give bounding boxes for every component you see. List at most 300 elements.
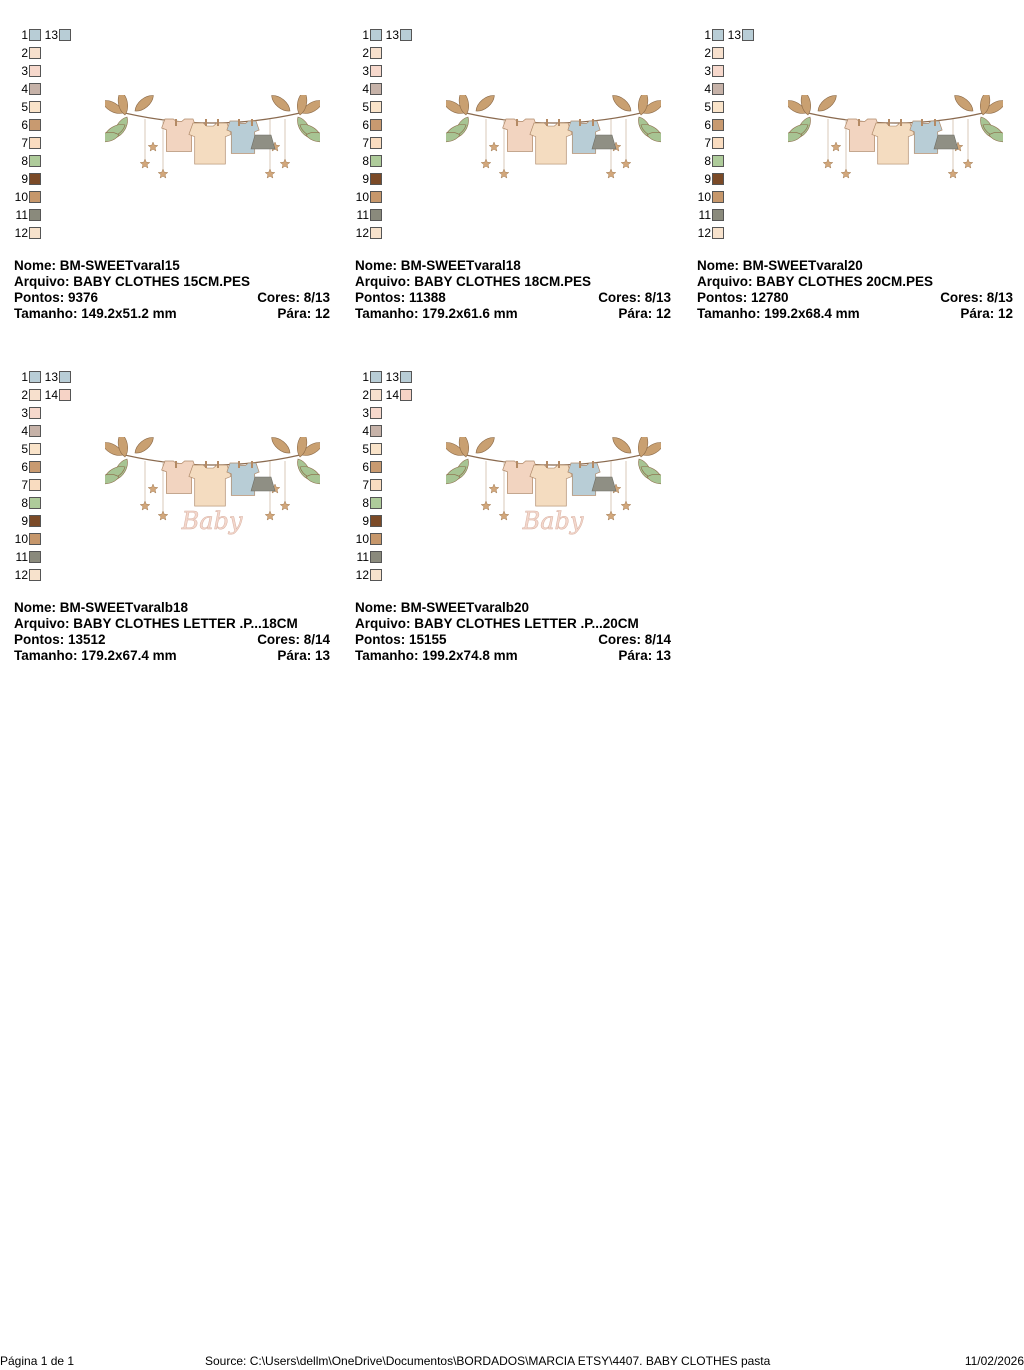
- color-swatch-row: [341, 44, 382, 62]
- color-swatch-row: [341, 134, 382, 152]
- color-swatch-row: [0, 386, 41, 404]
- color-swatch: [712, 173, 724, 185]
- color-swatch: [712, 137, 724, 149]
- stitches-value: 15155: [409, 632, 447, 647]
- color-swatch: [370, 155, 382, 167]
- swatch-number: 5: [21, 100, 28, 114]
- design-info: [355, 258, 671, 322]
- color-swatch: [29, 407, 41, 419]
- design-card: [341, 342, 671, 672]
- colors-value: 8/13: [303, 290, 330, 305]
- color-swatch: [29, 425, 41, 437]
- name-line: [14, 600, 330, 616]
- swatch-number: 7: [704, 136, 711, 150]
- design-info: [14, 258, 330, 322]
- stitches-field: [697, 290, 789, 306]
- stops-field: [960, 306, 1013, 322]
- name-field: [697, 258, 863, 274]
- color-swatch: [29, 389, 41, 401]
- color-swatch-row: [0, 224, 41, 242]
- embroidery-preview: [105, 437, 320, 537]
- colors-label: Cores:: [598, 632, 641, 647]
- color-swatch-row: [0, 206, 41, 224]
- clothespin-icon: [592, 461, 594, 468]
- color-swatch: [29, 479, 41, 491]
- color-swatch: [29, 227, 41, 239]
- file-line: [14, 616, 330, 632]
- stops-label: Pára:: [960, 306, 995, 321]
- color-swatch-row: [0, 512, 41, 530]
- clothespin-icon: [516, 461, 518, 468]
- color-swatch-row: [0, 116, 41, 134]
- color-swatch: [712, 119, 724, 131]
- stitches-line: [355, 632, 671, 648]
- size-field: [14, 648, 177, 664]
- color-swatch: [29, 371, 41, 383]
- color-swatch: [370, 479, 382, 491]
- file-field: [355, 616, 639, 632]
- size-value: 199.2x68.4 mm: [764, 306, 860, 321]
- stitches-value: 12780: [751, 290, 789, 305]
- name-line: [697, 258, 1013, 274]
- color-swatch-row: [0, 62, 41, 80]
- color-swatch-row: [0, 80, 41, 98]
- clothesline-rope: [125, 113, 300, 123]
- file-field: [14, 274, 250, 290]
- swatch-number: 4: [704, 82, 711, 96]
- color-swatch-row: [0, 368, 41, 386]
- leaf-icon: [610, 437, 634, 456]
- color-swatch-row: [0, 530, 41, 548]
- color-swatch: [29, 119, 41, 131]
- star-icon: [841, 169, 851, 178]
- color-swatch-row: [42, 368, 71, 386]
- swatch-number: 6: [362, 460, 369, 474]
- swatch-number: 2: [21, 388, 28, 402]
- swatch-number: 8: [362, 154, 369, 168]
- color-swatch: [59, 389, 71, 401]
- color-swatch: [29, 533, 41, 545]
- color-swatch-row: [683, 98, 724, 116]
- size-label: Tamanho:: [355, 306, 419, 321]
- stitches-value: 11388: [409, 290, 446, 305]
- clothesline-rope: [808, 113, 983, 123]
- color-swatch: [29, 65, 41, 77]
- name-field: [14, 258, 180, 274]
- swatch-number: 4: [362, 424, 369, 438]
- swatch-number: 10: [697, 190, 711, 204]
- color-swatch-row: [341, 206, 382, 224]
- swatch-number: 1: [21, 370, 28, 384]
- file-label: Arquivo:: [14, 616, 70, 631]
- clothespin-icon: [205, 119, 207, 126]
- size-line: [355, 306, 671, 322]
- name-value: BM-SWEETvaral18: [400, 258, 521, 273]
- swatch-number: 13: [44, 370, 58, 384]
- embroidery-preview: [446, 437, 661, 537]
- shirt-icon: [530, 465, 572, 506]
- color-swatch-row: [341, 116, 382, 134]
- color-swatch-row: [683, 188, 724, 206]
- clothesline-rope: [466, 113, 641, 123]
- color-swatch-row: [0, 98, 41, 116]
- colors-value: 8/14: [644, 632, 671, 647]
- stops-label: Pára:: [618, 306, 653, 321]
- color-swatch: [370, 407, 382, 419]
- swatch-number: 12: [355, 226, 369, 240]
- colors-field: [257, 290, 330, 306]
- color-swatch: [29, 155, 41, 167]
- color-swatch-row: [683, 206, 724, 224]
- color-swatch-row: [42, 386, 71, 404]
- leaf-icon: [610, 95, 634, 114]
- color-swatch: [712, 191, 724, 203]
- color-swatch: [29, 551, 41, 563]
- stitches-label: Pontos:: [697, 290, 748, 305]
- color-swatch-row: [341, 548, 382, 566]
- swatch-number: 13: [385, 28, 399, 42]
- embroidery-preview: [105, 95, 320, 195]
- name-line: [14, 258, 330, 274]
- clothespin-icon: [516, 119, 518, 126]
- size-value: 179.2x61.6 mm: [422, 306, 518, 321]
- clothespin-icon: [934, 119, 936, 126]
- color-swatch-row: [0, 440, 41, 458]
- size-field: [697, 306, 860, 322]
- clothespin-icon: [592, 119, 594, 126]
- star-icon: [621, 501, 631, 510]
- color-swatch: [29, 47, 41, 59]
- size-field: [355, 648, 518, 664]
- shirt-icon: [872, 123, 914, 164]
- star-icon: [948, 169, 958, 178]
- star-icon: [280, 501, 290, 510]
- leaf-icon: [132, 95, 156, 114]
- name-value: BM-SWEETvaralb18: [59, 600, 189, 615]
- stops-field: [277, 648, 330, 664]
- swatch-number: 14: [44, 388, 58, 402]
- colors-label: Cores:: [257, 632, 300, 647]
- color-swatch-row: [0, 548, 41, 566]
- color-swatch-row: [341, 494, 382, 512]
- swatch-number: 1: [704, 28, 711, 42]
- file-value: BABY CLOTHES LETTER .P...20CM: [414, 616, 639, 631]
- color-swatch: [370, 497, 382, 509]
- color-swatch-row: [0, 188, 41, 206]
- swatch-number: 5: [362, 100, 369, 114]
- size-value: 149.2x51.2 mm: [81, 306, 177, 321]
- clothespin-icon: [546, 461, 548, 468]
- color-swatch: [712, 155, 724, 167]
- color-swatch-row: [0, 494, 41, 512]
- colors-value: 8/13: [986, 290, 1013, 305]
- size-field: [14, 306, 177, 322]
- stops-field: [277, 306, 330, 322]
- swatch-number: 3: [362, 406, 369, 420]
- swatch-number: 6: [21, 460, 28, 474]
- color-swatch: [370, 533, 382, 545]
- color-swatch-row: [383, 26, 412, 44]
- swatch-number: 3: [21, 406, 28, 420]
- star-icon: [489, 142, 499, 151]
- color-swatch-row: [341, 368, 382, 386]
- color-swatch-row: [683, 26, 724, 44]
- color-swatch: [712, 209, 724, 221]
- color-swatch-row: [0, 44, 41, 62]
- swatch-number: 8: [362, 496, 369, 510]
- swatch-number: 14: [385, 388, 399, 402]
- name-label: Nome:: [14, 258, 57, 273]
- color-swatch-row: [0, 134, 41, 152]
- stitches-field: [355, 290, 446, 306]
- clothespin-icon: [921, 119, 923, 126]
- star-icon: [265, 169, 275, 178]
- colors-label: Cores:: [940, 290, 983, 305]
- swatch-number: 3: [362, 64, 369, 78]
- stops-field: [618, 648, 671, 664]
- color-swatch-row: [683, 80, 724, 98]
- swatch-number: 8: [21, 154, 28, 168]
- colors-value: 8/13: [644, 290, 671, 305]
- name-label: Nome:: [355, 258, 398, 273]
- file-line: [355, 616, 671, 632]
- colors-label: Cores:: [257, 290, 300, 305]
- design-info: [355, 600, 671, 664]
- design-card: [341, 0, 671, 330]
- swatch-number: 7: [362, 478, 369, 492]
- swatch-number: 1: [362, 370, 369, 384]
- star-icon: [148, 484, 158, 493]
- size-value: 179.2x67.4 mm: [81, 648, 177, 663]
- star-icon: [481, 159, 491, 168]
- name-value: BM-SWEETvaralb20: [400, 600, 530, 615]
- name-line: [355, 258, 671, 274]
- size-field: [355, 306, 518, 322]
- stitches-label: Pontos:: [355, 632, 406, 647]
- clothespin-icon: [238, 461, 240, 468]
- star-icon: [499, 511, 509, 520]
- color-swatch: [370, 137, 382, 149]
- clothespin-icon: [175, 119, 177, 126]
- color-swatch: [29, 83, 41, 95]
- color-swatch: [29, 443, 41, 455]
- pants-icon: [251, 135, 275, 149]
- pants-icon: [592, 135, 616, 149]
- color-swatch: [370, 83, 382, 95]
- swatch-number: 10: [14, 532, 28, 546]
- swatch-number: 12: [355, 568, 369, 582]
- color-swatch-row: [0, 422, 41, 440]
- color-swatch-row: [383, 368, 412, 386]
- file-label: Arquivo:: [355, 274, 411, 289]
- name-label: Nome:: [355, 600, 398, 615]
- color-swatch-row: [683, 62, 724, 80]
- swatch-number: 9: [21, 514, 28, 528]
- color-swatch: [59, 371, 71, 383]
- colors-field: [940, 290, 1013, 306]
- clothesline-rope: [466, 455, 641, 465]
- star-icon: [265, 511, 275, 520]
- swatch-number: 6: [21, 118, 28, 132]
- stitches-value: 9376: [68, 290, 99, 305]
- color-swatch: [370, 101, 382, 113]
- name-label: Nome:: [697, 258, 740, 273]
- color-swatch-row: [341, 62, 382, 80]
- swatch-number: 8: [704, 154, 711, 168]
- stops-value: 12: [997, 306, 1013, 321]
- clothespin-icon: [888, 119, 890, 126]
- color-swatch: [712, 29, 724, 41]
- stitches-label: Pontos:: [14, 632, 65, 647]
- clothespin-icon: [238, 119, 240, 126]
- file-value: BABY CLOTHES 20CM.PES: [756, 274, 934, 289]
- swatch-number: 13: [385, 370, 399, 384]
- swatch-number: 13: [44, 28, 58, 42]
- file-line: [14, 274, 330, 290]
- stops-value: 13: [314, 648, 330, 663]
- stops-label: Pára:: [618, 648, 653, 663]
- color-swatch-row: [0, 26, 41, 44]
- swatch-number: 10: [14, 190, 28, 204]
- color-swatch: [370, 443, 382, 455]
- swatch-number: 4: [21, 424, 28, 438]
- color-swatch: [29, 191, 41, 203]
- color-swatch-row: [341, 386, 382, 404]
- star-icon: [499, 169, 509, 178]
- size-label: Tamanho:: [355, 648, 419, 663]
- stitches-line: [14, 290, 330, 306]
- size-label: Tamanho:: [14, 306, 78, 321]
- color-swatch-row: [0, 170, 41, 188]
- color-swatch: [370, 371, 382, 383]
- color-swatch-row: [341, 98, 382, 116]
- name-field: [14, 600, 188, 616]
- color-swatch-row: [683, 44, 724, 62]
- color-swatch: [370, 29, 382, 41]
- clothespin-icon: [858, 119, 860, 126]
- color-swatch: [29, 515, 41, 527]
- color-swatch-row: [0, 458, 41, 476]
- color-swatch: [29, 497, 41, 509]
- color-swatch-row: [0, 476, 41, 494]
- stitches-value: 13512: [68, 632, 106, 647]
- design-info: [697, 258, 1013, 322]
- stitches-label: Pontos:: [14, 290, 65, 305]
- stitches-line: [697, 290, 1013, 306]
- swatch-number: 5: [704, 100, 711, 114]
- color-swatch-row: [341, 404, 382, 422]
- color-swatch-row: [683, 224, 724, 242]
- pants-icon: [934, 135, 958, 149]
- color-swatch-row: [725, 26, 754, 44]
- color-swatch: [400, 389, 412, 401]
- stitches-field: [14, 290, 98, 306]
- clothespin-icon: [900, 119, 902, 126]
- color-swatch-row: [0, 152, 41, 170]
- stitches-line: [14, 632, 330, 648]
- star-icon: [489, 484, 499, 493]
- design-card: [683, 0, 1013, 330]
- swatch-number: 11: [15, 208, 28, 222]
- star-icon: [140, 501, 150, 510]
- swatch-number: 9: [362, 172, 369, 186]
- swatch-number: 9: [362, 514, 369, 528]
- swatch-number: 6: [362, 118, 369, 132]
- stitches-field: [14, 632, 106, 648]
- star-icon: [823, 159, 833, 168]
- color-swatch: [29, 101, 41, 113]
- swatch-number: 10: [355, 190, 369, 204]
- print-date: 11/02/2026: [964, 1354, 1024, 1368]
- color-swatch-row: [341, 188, 382, 206]
- colors-field: [257, 632, 330, 648]
- color-swatch-row: [0, 404, 41, 422]
- color-swatch-row: [341, 530, 382, 548]
- color-swatch: [59, 29, 71, 41]
- source-path: Source: C:\Users\dellm\OneDrive\Documentos\BORDADOS\MARCIA ETSY\4407. BABY CLOTHES pasta: [205, 1354, 771, 1368]
- swatch-number: 10: [355, 532, 369, 546]
- clothespin-icon: [205, 461, 207, 468]
- stops-label: Pára:: [277, 648, 312, 663]
- color-swatch-row: [341, 476, 382, 494]
- color-swatch-row: [341, 512, 382, 530]
- clothespin-icon: [217, 461, 219, 468]
- stops-value: 13: [655, 648, 671, 663]
- shirt-icon: [530, 123, 572, 164]
- color-swatch: [370, 65, 382, 77]
- design-info: [14, 600, 330, 664]
- size-line: [355, 648, 671, 664]
- file-label: Arquivo:: [697, 274, 753, 289]
- size-line: [697, 306, 1013, 322]
- clothespin-icon: [217, 119, 219, 126]
- color-swatch: [370, 551, 382, 563]
- shirt-icon: [189, 123, 231, 164]
- color-swatch: [712, 65, 724, 77]
- color-swatch: [712, 101, 724, 113]
- color-swatch: [400, 29, 412, 41]
- size-line: [14, 648, 330, 664]
- color-swatch: [29, 173, 41, 185]
- leaf-icon: [815, 95, 839, 114]
- leaf-icon: [952, 95, 976, 114]
- swatch-number: 11: [356, 550, 369, 564]
- color-swatch: [370, 173, 382, 185]
- color-swatch-row: [341, 224, 382, 242]
- color-swatch-row: [341, 440, 382, 458]
- file-field: [697, 274, 933, 290]
- clothespin-icon: [579, 461, 581, 468]
- star-icon: [158, 511, 168, 520]
- clothespin-icon: [175, 461, 177, 468]
- swatch-number: 6: [704, 118, 711, 132]
- stops-label: Pára:: [277, 306, 312, 321]
- swatch-number: 3: [21, 64, 28, 78]
- size-value: 199.2x74.8 mm: [422, 648, 518, 663]
- baby-lettering: Baby: [522, 507, 584, 535]
- colors-label: Cores:: [598, 290, 641, 305]
- file-label: Arquivo:: [355, 616, 411, 631]
- size-label: Tamanho:: [697, 306, 761, 321]
- swatch-number: 9: [704, 172, 711, 186]
- swatch-number: 8: [21, 496, 28, 510]
- clothespin-icon: [558, 119, 560, 126]
- star-icon: [831, 142, 841, 151]
- file-value: BABY CLOTHES 15CM.PES: [73, 274, 251, 289]
- color-swatch-row: [341, 152, 382, 170]
- star-icon: [621, 159, 631, 168]
- color-swatch: [742, 29, 754, 41]
